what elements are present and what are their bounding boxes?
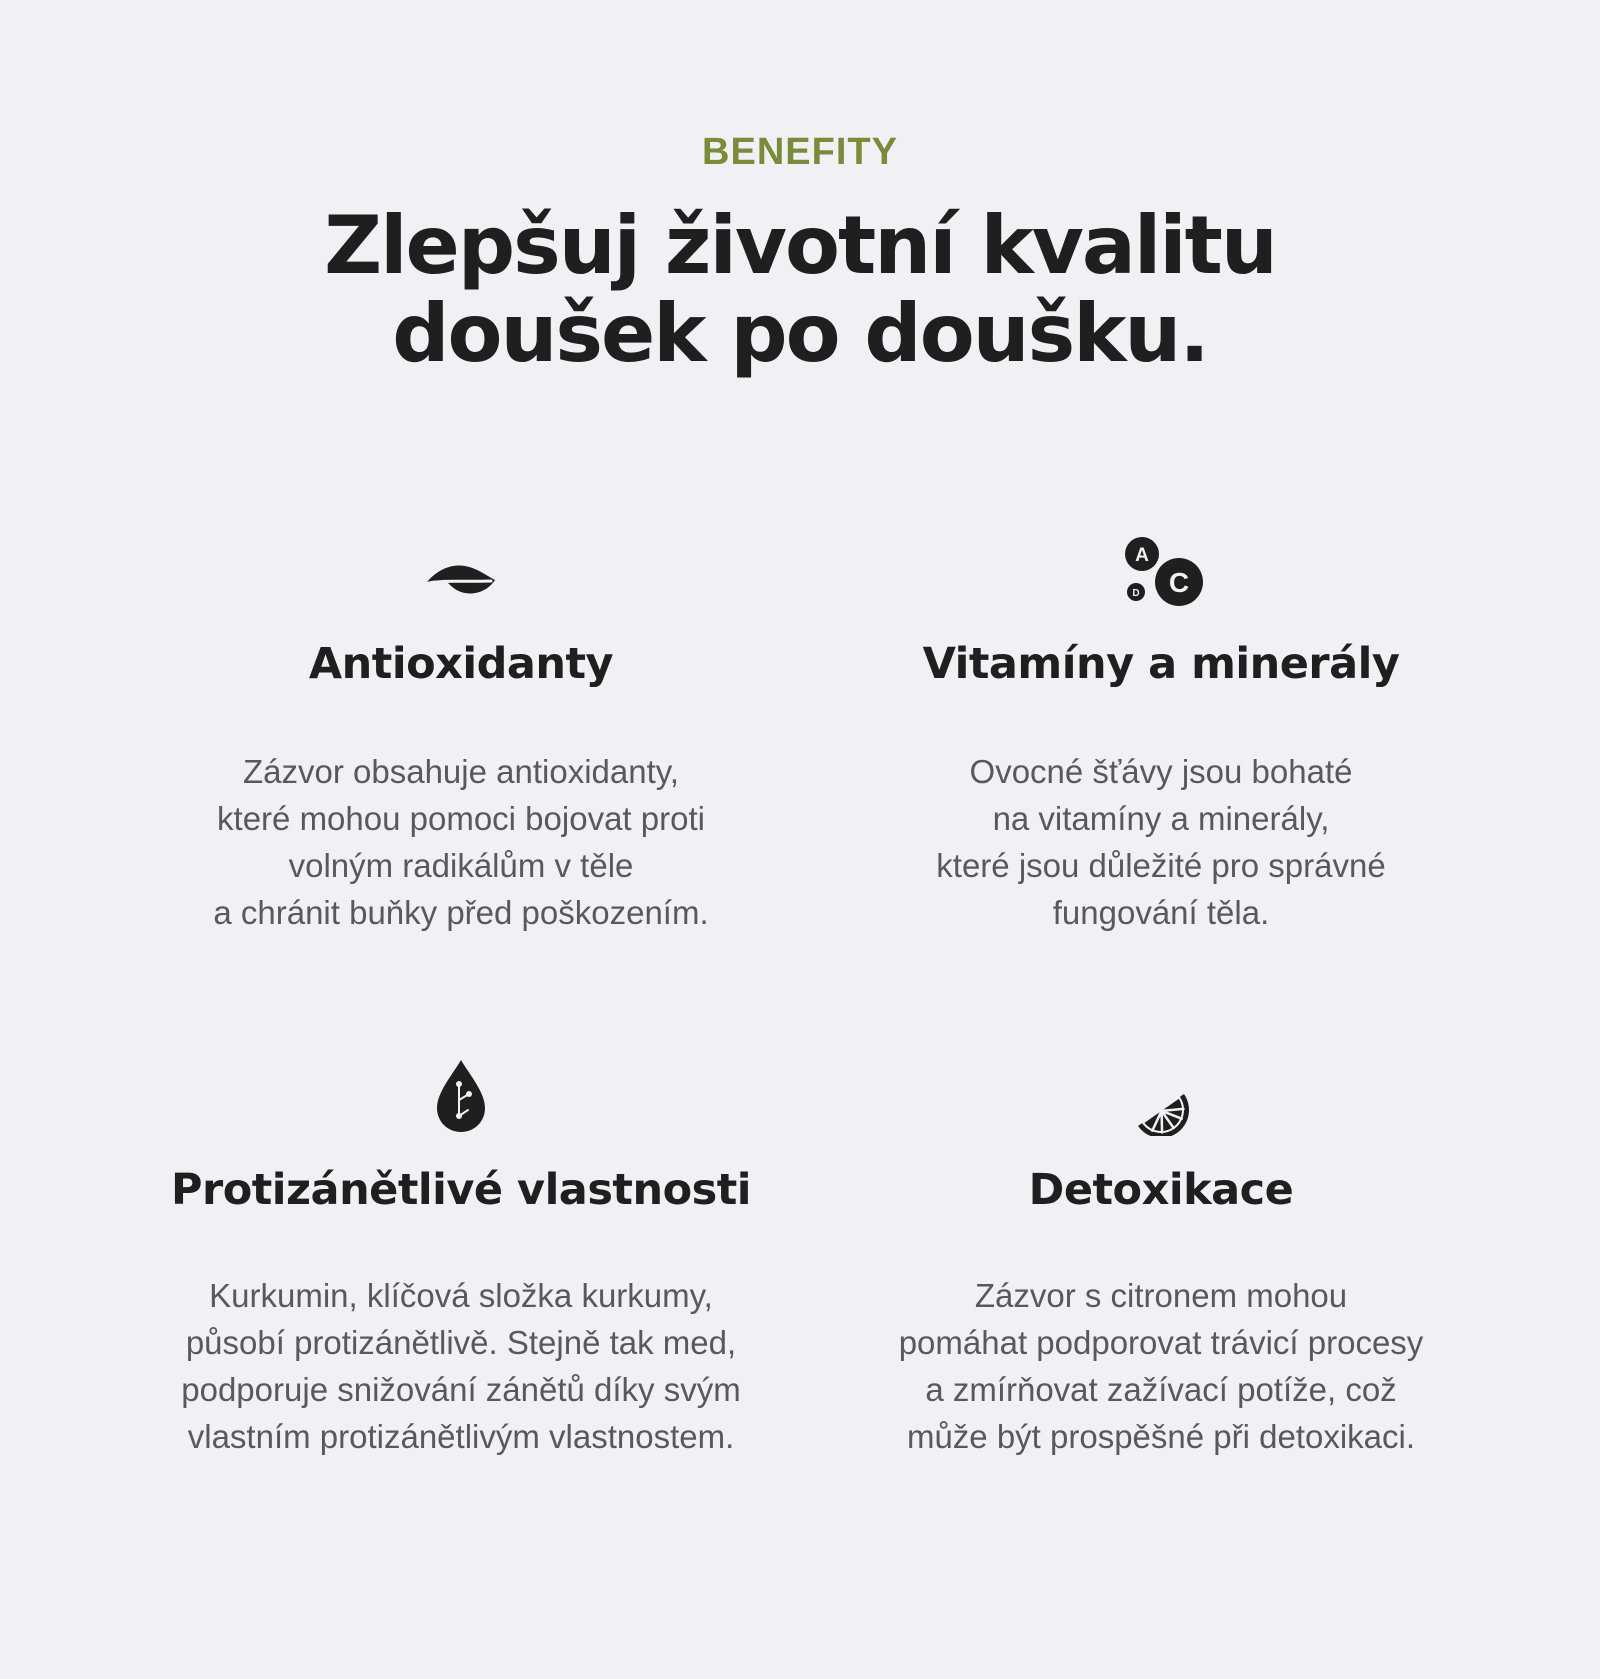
svg-text:A: A [1135, 545, 1149, 566]
citrus-slice-icon [811, 1080, 1511, 1136]
benefit-description: Zázvor obsahuje antioxidanty, které mohou pomoci bojovat proti volným radikálům v těle a chránit buňky před poškozením. [213, 753, 709, 931]
benefit-description: Kurkumin, klíčová složka kurkumy, působí protizánětlivě. Stejně tak med, podporuje snižování zánětů díky svým vlastním protizánětlivým vlastnostem. [181, 1277, 741, 1455]
benefit-title: Detoxikace [1028, 1165, 1294, 1215]
benefit-title: Antioxidanty [308, 639, 614, 689]
drop-icon [111, 1058, 811, 1134]
benefit-title: Vitamíny a minerály [922, 639, 1400, 689]
svg-text:C: C [1168, 567, 1190, 598]
svg-text:D: D [1132, 588, 1140, 599]
benefit-title: Protizánětlivé vlastnosti [170, 1165, 752, 1215]
benefit-description: Ovocné šťávy jsou bohaté na vitamíny a minerály, které jsou důležité pro správné fungování těla. [936, 753, 1386, 931]
headline-line-1: Zlepšuj životní kvalitu [324, 199, 1276, 292]
section-headline [0, 199, 1600, 380]
leaf-icon [111, 558, 811, 598]
vitamins-icon [811, 532, 1511, 608]
headline-line-2: doušek po doušku. [392, 287, 1208, 380]
benefit-description: Zázvor s citronem mohou pomáhat podporovat trávicí procesy a zmírňovat zažívací potíže, což může být prospěšné při detoxikaci. [898, 1277, 1424, 1455]
section-eyebrow: BENEFITY [702, 131, 898, 173]
